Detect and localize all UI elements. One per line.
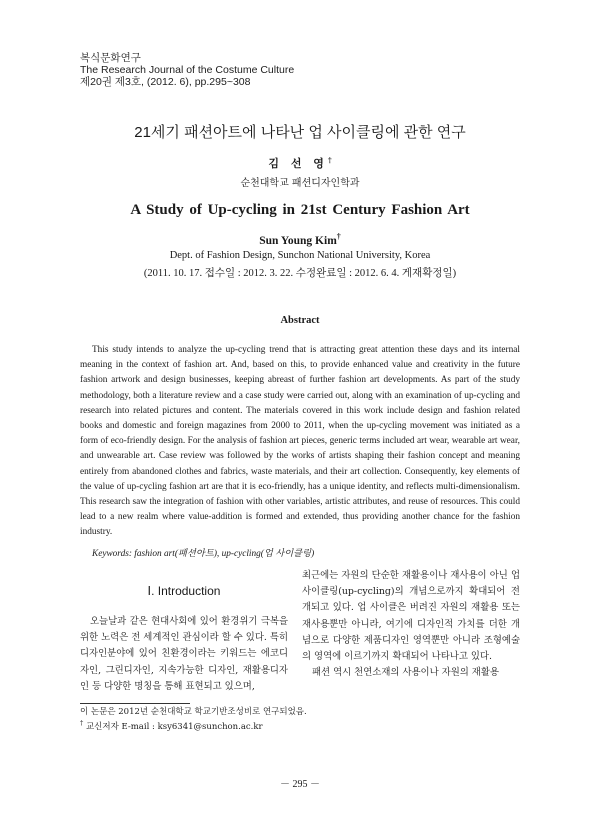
abstract-heading: Abstract [280, 315, 320, 326]
corresponding-author-mark: † [327, 155, 332, 165]
author-english-name: Sun Young Kim [259, 234, 337, 247]
footnote-mark: † [80, 719, 84, 727]
body-right-paragraph-2: 패션 역시 천연소재의 사용이나 자원의 재활용 [312, 667, 499, 679]
body-right-paragraph-1: 최근에는 자원의 단순한 재활용이나 재사용이 아닌 업 사이클링(up-cycling)의 개념으로까지 확대되어 전개되고 있다. 업 사이클은 버려진 자원의 재활용 또는 재사용뿐만 아니라, 여기에 디자인적 가치를 더한 개념으로 다양한 제품디자인 영역뿐만 아니라 조형예술의 영역에 이르기까지 확대되어 나타나고 있다. [302, 570, 520, 663]
footnote-divider [80, 703, 190, 704]
submission-dates: (2011. 10. 17. 접수일 : 2012. 3. 22. 수정완료일 : 2012. 6. 4. 게재확정일) [143, 268, 457, 279]
author-korean-name: 김 선 영 [268, 157, 328, 170]
author-korean [0, 155, 600, 171]
author-english [0, 232, 600, 247]
journal-name-en: The Research Journal of the Costume Culture [80, 64, 295, 76]
body-right-column [302, 568, 520, 681]
title-english: A Study of Up-cycling in 21st Century Fashion Art [130, 202, 470, 218]
journal-issue: 제20권 제3호, (2012. 6), pp.295~308 [80, 76, 251, 88]
corresponding-author-mark-en: † [336, 232, 341, 241]
page-number: － 295 － [280, 779, 320, 790]
abstract-body: This study intends to analyze the up-cycling trend that is attracting great attention these days and its internal meaning in the context of fashion art. And, based on this, to provide enhanced value and creativity in the future fashion artwork and design businesses, keeping abreast of further fashion art developments. As part of the study methodology, both a literature review and a case study were carried out, along with an examination of up-cycling and research into related pictures and content. The materials covered in this work include design and fashion related books and domestic and foreign magazines from 2000 to 2011, when the up-cycling movement was initiated as a form of eco-friendly design. For the analysis of fashion art pieces, generic terms included art wear, wearable art wear, and unwearable art. Case review was followed by the works of artists shaping their fashion concept and meaning entirely from abandoned clothes and fabrics, waste materials, and their art collection. Consequently, key elements of the value of up-cycling fashion art are that it is eco-friendly, has a unique identity, and reflects multi-dimensionalism. This research saw the integration of fashion with other variables, artistic attributes, and reuse of resources. This could lead to a new realm where value-addition is formed and extended, thus providing another chance for the fashion industry. [80, 345, 520, 538]
affiliation-korean: 순천대학교 패션디자인학과 [240, 178, 360, 189]
footnote-funding: 이 논문은 2012년 순천대학교 학교기반조성비로 연구되었음. [80, 707, 307, 717]
footnote-email: 교신저자 E-mail : ksy6341@sunchon.ac.kr [85, 721, 263, 732]
body-left-column: 오늘날과 같은 현대사회에 있어 환경위기 극복을 위한 노력은 전 세계적인 관심이라 할 수 있다. 특히 디자인분야에 있어 친환경이라는 키워드는 에코디자인, 그린디자인, 지속가능한 디자인, 재활용디자인 등 다양한 명칭을 통해 표현되고 있으며, [80, 616, 288, 692]
title-korean: 21세기 패션아트에 나타난 업 사이클링에 관한 연구 [134, 124, 466, 141]
section-heading-introduction: Ⅰ. Introduction [147, 584, 221, 598]
footnotes [80, 707, 307, 733]
journal-name-ko: 복식문화연구 [80, 52, 141, 64]
keywords: Keywords: fashion art(패션아트), up-cycling(업 사이클링) [92, 549, 315, 559]
footnote-corresponding [80, 718, 307, 733]
affiliation-english: Dept. of Fashion Design, Sunchon National University, Korea [169, 250, 431, 261]
journal-header [80, 52, 294, 88]
